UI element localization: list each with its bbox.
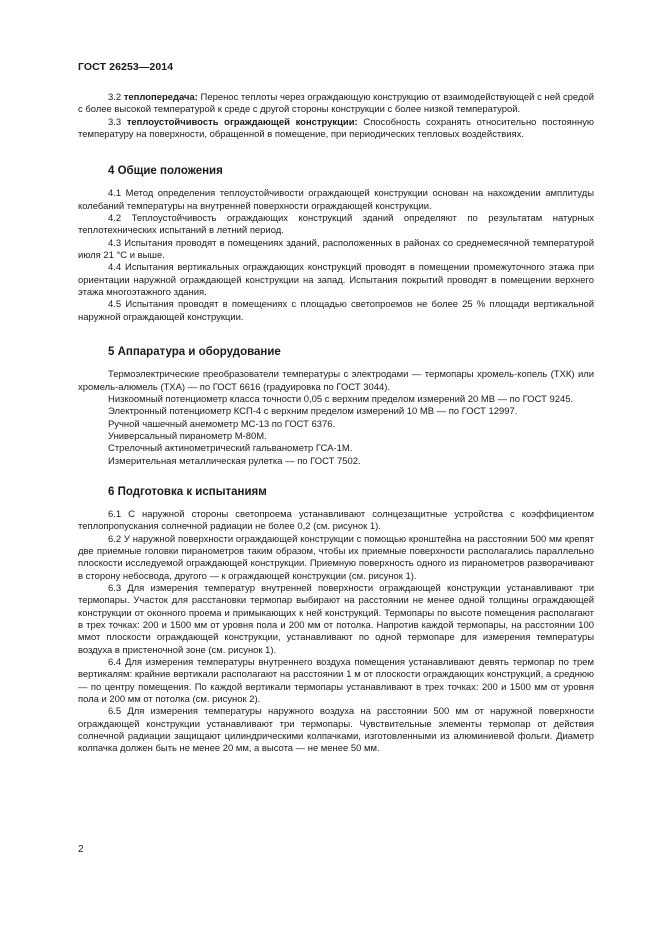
- term: теплоустойчивость ограждающей конструкции:: [126, 116, 358, 128]
- paragraph-6-1: 6.1 С наружной стороны светопроема устанавливают солнцезащитные устройства с коэффициентом теплопропускания солнечной радиации не более 0,2 (см. рисунок 1).: [78, 508, 594, 533]
- paragraph-4-2: 4.2 Теплоустойчивость ограждающих конструкций зданий определяют по результатам натурных теплотехнических испытаний в летний период.: [78, 213, 594, 237]
- term: теплопередача:: [123, 92, 198, 103]
- equipment-tape-measure: Измерительная металлическая рулетка — по ГОСТ 7502.: [108, 455, 361, 467]
- paragraph-6-4: 6.4 Для измерения температуры внутреннего воздуха помещения устанавливают девять термопар по трем вертикалям: крайние вертикали располагают на расстоянии 1 м от плоскости ограждающих конструкций, а среднюю — по центру помещения. По каждой вертикали термопары устанавливают в трех точках: 200 и 1500 мм от уровня пола и 200 мм от потолка (см. рисунок 2).: [78, 657, 594, 706]
- equipment-anemometer: Ручной чашечный анемометр МС-13 по ГОСТ 6376.: [108, 418, 336, 430]
- section-6-heading: 6 Подготовка к испытаниям: [108, 485, 267, 498]
- document-header: ГОСТ 26253—2014: [78, 61, 174, 73]
- page-number: 2: [78, 844, 84, 855]
- paragraph-6-3: 6.3 Для измерения температур внутренней поверхности ограждающей конструкции устанавливают три термопары. Участок для расстановки термопар выбирают на расстоянии не менее одной толщины ограждающей конструкции от оконного проема и примыкающих к ней конструкций. Термопары по высоте помещения располагают в трех точках: 200 и 1500 мм от уровня пола и 200 мм от потолка. Напротив каждой термопары, на расстоянии 100 ммот плоскости ограждающей конструкции, устанавливают по одной термопаре для измерения температуры воздуха в пристеночной зоне (см. рисунок 1).: [78, 582, 594, 656]
- section-4-heading: 4 Общие положения: [108, 165, 223, 178]
- paragraph-4-5: 4.5 Испытания проводят в помещениях с площадью светопроемов не более 25 % площади вертикальной наружной ограждающей конструкции.: [78, 299, 594, 323]
- equipment-galvanometer: Стрелочный актинометрический гальванометр ГСА-1М.: [108, 443, 353, 455]
- paragraph-4-1: 4.1 Метод определения теплоустойчивости ограждающей конструкции основан на нахождении амплитуды колебаний температуры на внутренней поверхности ограждающей конструкции.: [78, 188, 594, 212]
- document-body: [78, 92, 594, 756]
- section-5-heading: 5 Аппаратура и оборудование: [108, 346, 281, 359]
- definition-3-3: 3.3 теплоустойчивость ограждающей конструкции: Способность сохранять относительно постоянную температуру на поверхности, обращенной в помещение, при периодических тепловых воздействиях.: [78, 116, 594, 141]
- equipment-ksp4: Электронный потенциометр КСП-4 с верхним пределом измерений 10 МВ — по ГОСТ 12997.: [108, 406, 518, 418]
- equipment-pyranometer: Универсальный пиранометр М-80М.: [108, 430, 267, 442]
- paragraph-4-4: 4.4 Испытания вертикальных ограждающих конструкций проводят в помещении промежуточного этажа при ориентации наружной ограждающей конструкции на запад. Испытания покрытий проводят в помещении верхнего этажа многоэтажного здания.: [78, 262, 594, 299]
- paragraph-6-2: 6.2 У наружной поверхности ограждающей конструкции с помощью кронштейна на расстоянии 500 мм крепят две приемные головки пиранометров таким образом, чтобы их приемные поверхности располагались параллельно плоскости исследуемой ограждающей конструкции. Приемную поверхность одного из пиранометров разворачивают в сторону небосвода, другого — к ограждающей конструкции (см. рисунок 1).: [78, 533, 594, 582]
- equipment-potentiometer: Низкоомный потенциометр класса точности 0,05 с верхним пределом измерений 20 МВ — по ГОСТ 9245.: [108, 393, 574, 405]
- paragraph-4-3: 4.3 Испытания проводят в помещениях зданий, расположенных в районах со среднемесячной температурой июля 21 °С и выше.: [78, 237, 594, 262]
- paragraph-6-5: 6.5 Для измерения температуры наружного воздуха на расстоянии 500 мм от наружной поверхности ограждающей конструкции устанавливают три термопары. Чувствительные элементы термопар от действия солнечной радиации защищают цилиндрическими колпачками, изготовленными из алюминиевой фольги. Диаметр колпачка должен быть не менее 20 мм, а высота — не менее 50 мм.: [78, 706, 594, 755]
- definition-3-2: 3.2 теплопередача: Перенос теплоты через ограждающую конструкцию от взаимодействующей с ней средой с более высокой температурой к среде с другой стороны конструкции с более низкой температурой.: [78, 92, 594, 116]
- equipment-thermocouples: Термоэлектрические преобразователи температуры с электродами — термопары хромель-копель (ТХК) или хромель-алюмель (ТХА) — по ГОСТ 6616 (градуировка по ГОСТ 3044).: [78, 369, 594, 393]
